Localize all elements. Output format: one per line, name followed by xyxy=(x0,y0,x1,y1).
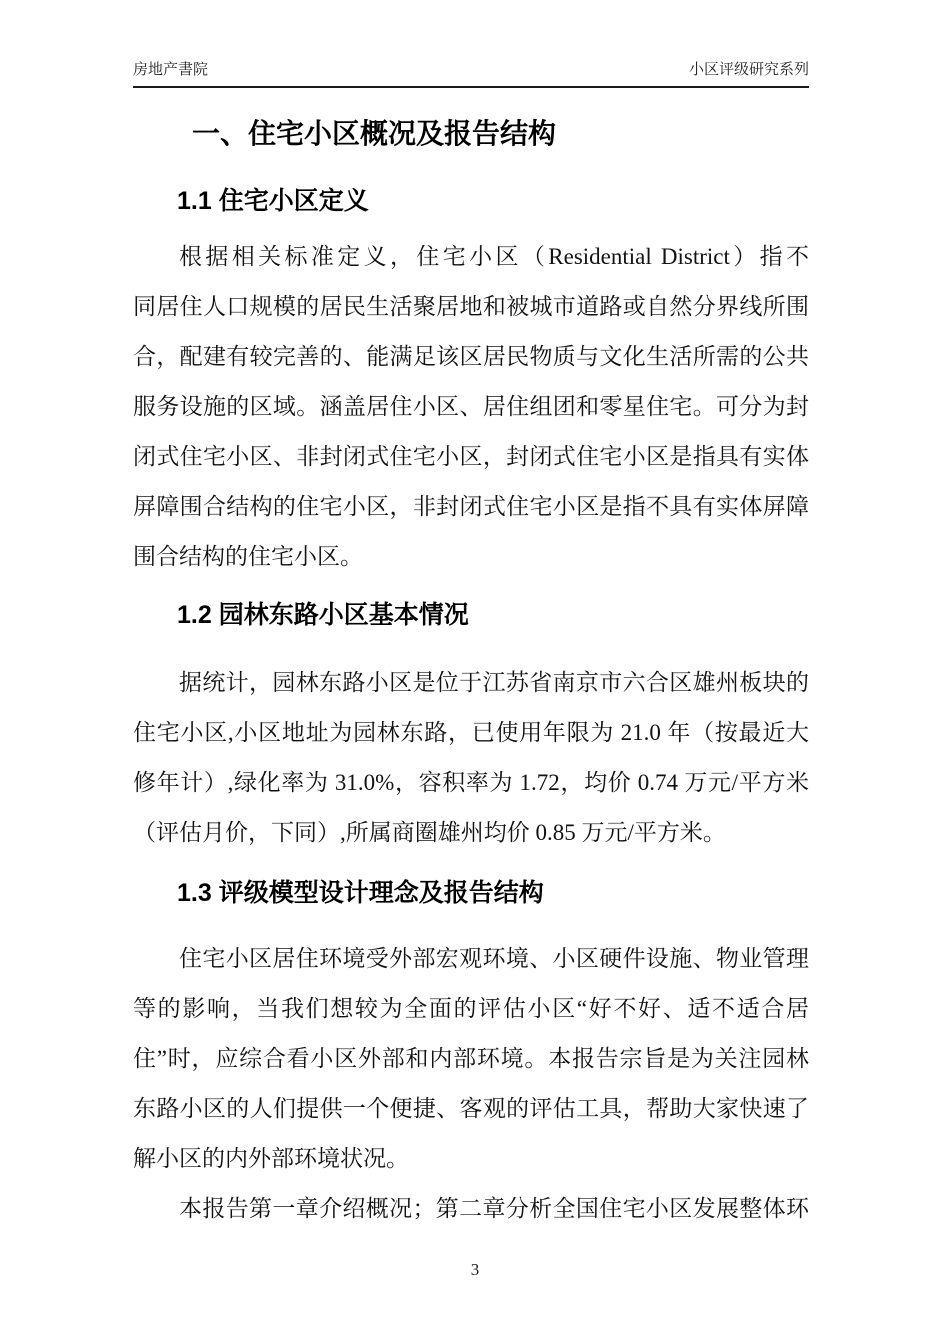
page-number: 3 xyxy=(470,1260,480,1279)
paragraph-line: 东路小区的人们提供一个便捷、客观的评估工具，帮助大家快速了 xyxy=(133,1096,809,1121)
section-1-2-title: 1.2 园林东路小区基本情况 xyxy=(177,601,469,629)
section-1-1-paragraph xyxy=(133,232,809,582)
paragraph-line: 等的影响，当我们想较为全面的评估小区“好不好、适不适合居 xyxy=(133,996,809,1021)
paragraph-line: 修年计）,绿化率为 31.0%，容积率为 1.72，均价 0.74 万元/平方米 xyxy=(133,770,809,795)
paragraph-line: 同居住人口规模的居民生活聚居地和被城市道路或自然分界线所围 xyxy=(133,294,809,319)
paragraph-line: 住宅小区,小区地址为园林东路，已使用年限为 21.0 年（按最近大 xyxy=(133,720,809,745)
page-footer xyxy=(0,1258,950,1282)
header-series: 小区评级研究系列 xyxy=(688,61,809,78)
paragraph-line: 服务设施的区域。涵盖居住小区、居住组团和零星住宅。可分为封 xyxy=(133,394,809,419)
section-1-1-title: 1.1 住宅小区定义 xyxy=(177,187,369,215)
section-1-3-paragraph-1 xyxy=(133,934,809,1184)
page-content xyxy=(133,0,809,1234)
paragraph-line: 本报告第一章介绍概况；第二章分析全国住宅小区发展整体环 xyxy=(179,1196,809,1221)
chapter-title: 一、住宅小区概况及报告结构 xyxy=(192,118,557,149)
paragraph-line: 住”时，应综合看小区外部和内部环境。本报告宗旨是为关注园林 xyxy=(133,1046,809,1071)
section-1-2-paragraph xyxy=(133,658,809,858)
paragraph-line: 屏障围合结构的住宅小区，非封闭式住宅小区是指不具有实体屏障 xyxy=(133,494,809,519)
paragraph-line: （评估月价，下同）,所属商圈雄州均价 0.85 万元/平方米。 xyxy=(133,820,726,845)
paragraph-line: 根据相关标准定义，住宅小区（Residential District）指不 xyxy=(179,244,809,269)
header-brand: 房地产書院 xyxy=(133,61,209,78)
paragraph-line: 合，配建有较完善的、能满足该区居民物质与文化生活所需的公共 xyxy=(133,344,809,369)
paragraph-line: 据统计，园林东路小区是位于江苏省南京市六合区雄州板块的 xyxy=(179,670,809,695)
paragraph-line: 住宅小区居住环境受外部宏观环境、小区硬件设施、物业管理 xyxy=(179,946,809,971)
paragraph-line: 围合结构的住宅小区。 xyxy=(133,544,363,569)
section-1-3-title: 1.3 评级模型设计理念及报告结构 xyxy=(177,879,544,907)
paragraph-line: 解小区的内外部环境状况。 xyxy=(133,1146,409,1171)
section-1-3-paragraph-2 xyxy=(133,1184,809,1234)
paragraph-line: 闭式住宅小区、非封闭式住宅小区，封闭式住宅小区是指具有实体 xyxy=(133,444,809,469)
page-header xyxy=(133,0,809,88)
